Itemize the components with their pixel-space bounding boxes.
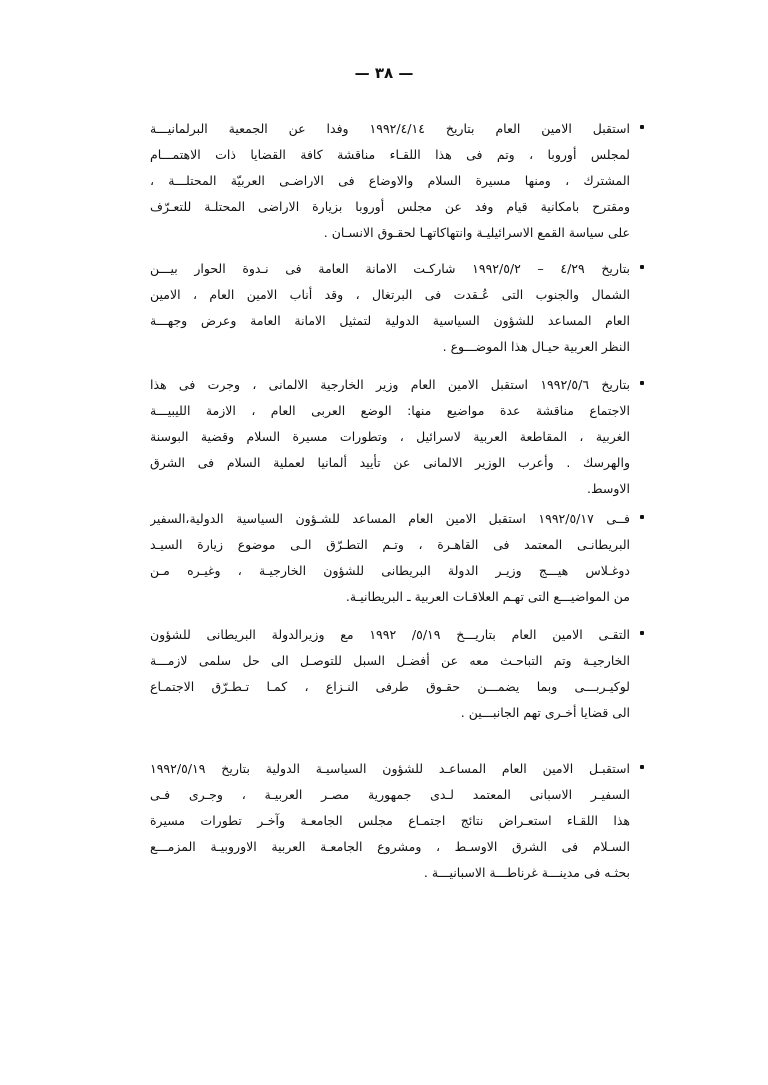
paragraph [150,622,630,726]
text-line: بتاريخ ١٩٩٢/٥/٦ استقبل الامين العام وزير الخارجية الالمانى ، وجرت فى هذا [150,377,630,392]
bullet-icon [640,631,644,635]
paragraph [150,256,630,360]
text-line: الاوسط. [587,481,630,496]
page-number: — ٣٨ — [354,64,414,82]
bullet-icon [640,125,644,129]
text-line: على سياسة القمع الاسرائيليـة وانتهاكاتهـا لحقـوق الانسـان . [323,225,630,240]
text-line: العام المساعد للشؤون السياسية الدولية لتمثيل الامانة العامة وعرض وجهـــة [150,313,630,328]
text-line: السفيـر الاسبانى المعتمد لـدى جمهورية مصـر العربيـة ، وجـرى فـى [150,787,630,802]
paragraph [150,756,630,886]
text-line: لوكيـربـــى وبما يضمـــن حقـوق طرفى النـزاع ، كمـا تـطـرّق الاجتمـاع [150,679,630,694]
bullet-icon [640,515,644,519]
paragraph [150,506,630,610]
text-line: بحثـه فى مدينـــة غرناطـــة الاسبانيـــة . [423,865,630,880]
text-line: الاجتماع مناقشة عدة مواضيع منها: الوضع العربى العام ، الازمة الليبيـــة [150,403,630,418]
bullet-icon [640,765,644,769]
paragraph [150,372,630,502]
text-line: المشترك ، ومنها مسيرة السلام والاوضاع فى الاراضـى العربيّة المحتلـــة ، [150,173,630,188]
text-line: الى قضايا أخـرى تهم الجانبـــين . [460,705,630,720]
text-line: الغربية ، المقاطعة العربية لاسرائيل ، وتطورات مسيرة السلام وقضية البوسنة [150,429,630,444]
paragraph [150,116,630,246]
text-line: والهرسك . وأعرب الوزير الالمانى عن تأييد ألمانيا لعملية السلام فى الشرق [150,455,630,470]
text-line: الخارجيـة وتم التباحـث معه عن أفضـل السبل للتوصـل الى حل سلمى لازمـــة [150,653,630,668]
text-line: استقبل الامين العام بتاريخ ١٩٩٢/٤/١٤ وفدا عن الجمعية البرلمانيـــة [150,121,630,136]
text-line: ومقترح بامكانية قيام وفد عن مجلس أوروبا بزيارة الاراضى المحتلـة للتعـرّف [150,199,630,214]
text-line: لمجلس أوروبا ، وتم فى هذا اللقـاء مناقشة كافة القضايا ذات الاهتمـــام [150,147,630,162]
text-line: السـلام فى الشرق الاوسـط ، ومشروع الجامعـة العربية الاوروبيـة المزمـــع [150,839,630,854]
text-line: البريطانـى المعتمد فى القاهـرة ، وتـم التطـرّق الـى موضوع زيارة السيـد [150,537,630,552]
text-line: دوغـلاس هيـــج وزيـر الدولة البريطانى للشؤون الخارجيـة ، وغيـره مـن [150,563,630,578]
bullet-icon [640,265,644,269]
text-line: التقـى الامين العام بتاريـــخ ٥/١٩/ ١٩٩٢ مع وزيرالدولة البريطانى للشؤون [150,627,630,642]
text-line: هذا اللقـاء استعـراض نتائج اجتمـاع مجلس الجامعـة وآخـر تطورات مسيرة [150,813,630,828]
text-line: النظر العربية حيـال هذا الموضـــوع . [442,339,630,354]
text-line: فــى ١٩٩٢/٥/١٧ استقبل الامين العام المساعد للشـؤون السياسية الدولية،السفير [150,511,630,526]
text-line: من المواضيـــع التى تهـم العلاقـات العربية ـ البريطانيـة. [345,589,630,604]
bullet-icon [640,381,644,385]
text-line: استقبـل الامين العام المساعـد للشؤون السياسيـة الدولية بتاريخ ١٩٩٢/٥/١٩ [150,761,630,776]
text-line: بتاريخ ٤/٢٩ – ١٩٩٢/٥/٢ شاركـت الامانة العامة فى نـدوة الحوار بيـــن [150,261,630,276]
text-line: الشمال والجنوب التى عُـقدت فى البرتغال ، وقد أناب الامين العام ، الامين [150,287,630,302]
